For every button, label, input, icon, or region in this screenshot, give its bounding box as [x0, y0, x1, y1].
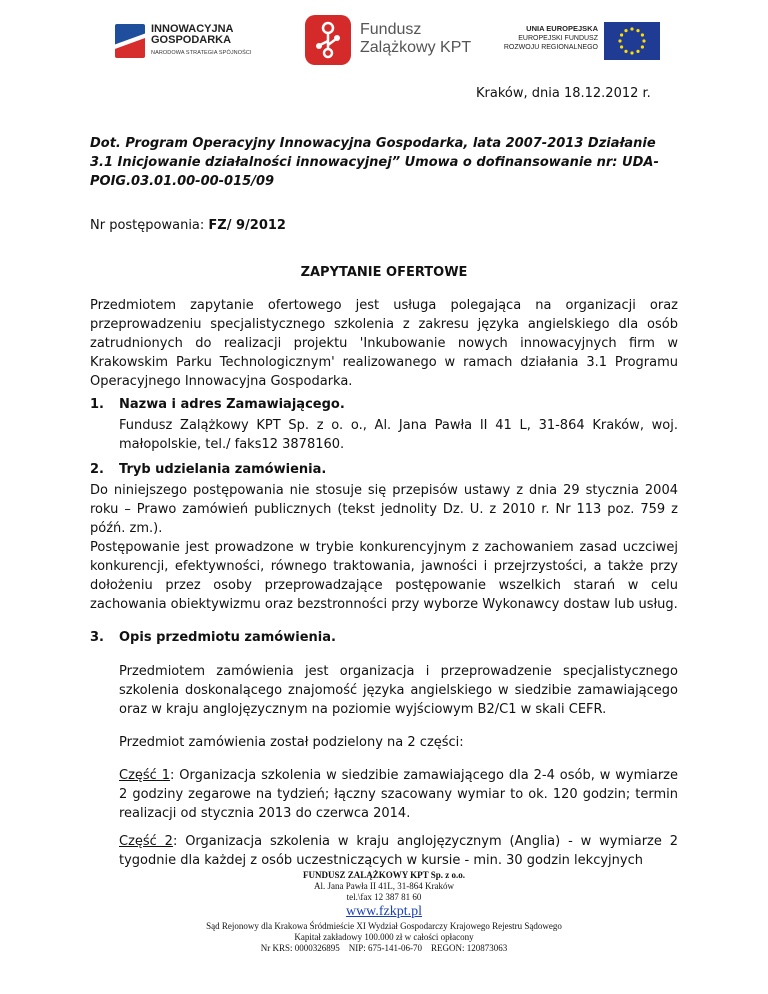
section-1-title: Nazwa i adres Zamawiającego. [119, 397, 345, 412]
procedure-number [90, 218, 286, 233]
procedure-number-value: FZ/ 9/2012 [208, 218, 286, 233]
logo-fundusz-line2: Zalążkowy KPT [360, 39, 472, 56]
section-1-number: 1. [90, 397, 104, 412]
logo-eu-line1: UNIA EUROPEJSKA [526, 24, 598, 33]
section-2-heading [90, 462, 326, 477]
section-2-body-2: Postępowanie jest prowadzone w trybie konkurencyjnym z zachowaniem zasad uczciwej konkurencji, efektywności, równego traktowania, jawności i przejrzystości, a także przy dołożeniu przez osoby przeprowadzające postępowanie wszelkich starań w celu zachowania obiektywizmu oraz bezstronności przy wyborze Wykonawcy dostaw lub usług. [90, 540, 678, 612]
section-3-part-2 [119, 832, 678, 870]
document-date: Kraków, dnia 18.12.2012 r. [476, 86, 651, 101]
section-3-body-2: Przedmiot zamówienia został podzielony na 2 części: [119, 735, 464, 750]
eu-flag-icon [604, 22, 660, 60]
footer-court: Sąd Rejonowy dla Krakowa Śródmieście XI Wydział Gospodarczy Krajowego Rejestru Sądowego [206, 921, 562, 931]
footer-phone: tel.\fax 12 387 81 60 [346, 892, 422, 902]
intro-paragraph: Przedmiotem zapytanie ofertowego jest usługa polegająca na organizacji oraz przeprowadzeniu specjalistycznego szkolenia z zakresu języka angielskiego dla osób zatrudnionych do realizacji projektu 'Inkubowanie nowych innowacyjnych firm w Krakowskim Parku Technologicznym' realizowanego w ramach działania 3.1 Programu Operacyjnego Innowacyjna Gospodarka. [90, 298, 678, 389]
section-3-title: Opis przedmiotu zamówienia. [119, 630, 336, 645]
page-footer [0, 870, 768, 954]
procedure-number-label: Nr postępowania: [90, 218, 205, 233]
section-2-number: 2. [90, 462, 104, 477]
footer-company: FUNDUSZ ZALĄŻKOWY KPT Sp. z o.o. [302, 870, 466, 880]
footer-ids: Nr KRS: 0000326895 NIP: 675-141-06-70 REGON: 120873063 [260, 943, 508, 953]
fundusz-mark-icon [305, 15, 351, 65]
logo-ig-line1: INNOWACYJNA [151, 23, 234, 35]
part-1-text: : Organizacja szkolenia w siedzibie zamawiającego dla 2-4 osób, w wymiarze 2 godziny zegarowe na tydzień; łączny szacowany wymiar to ok. 120 godzin; termin realizacji od stycznia 2013 do czerwca 2014. [119, 768, 678, 821]
section-1-body: Fundusz Zalążkowy KPT Sp. z o. o., Al. Jana Pawła II 41 L, 31-864 Kraków, woj. małopolskie, tel./ faks12 3878160. [119, 418, 678, 452]
section-3-body-1: Przedmiotem zamówienia jest organizacja i przeprowadzenie specjalistycznego szkolenia doskonalącego znajomość języka angielskiego w siedzibie zamawiającego oraz w kraju anglojęzycznym na poziomie wyjściowym B2/C1 w skali CEFR. [119, 664, 678, 717]
subject-reference: Dot. Program Operacyjny Innowacyjna Gospodarka, lata 2007-2013 Działanie 3.1 Inicjowanie działalności innowacyjnej” Umowa o dofinansowanie nr: UDA-POIG.03.01.00-00-015/09 [90, 136, 659, 189]
footer-website-link[interactable]: www.fzkpt.pl [345, 904, 423, 919]
flag-icon [115, 24, 145, 58]
eu-logo [500, 20, 660, 70]
fundusz-zalazkowy-logo [305, 15, 495, 75]
section-1-heading [90, 397, 345, 412]
logo-ig-subtitle: NARODOWA STRATEGIA SPÓJNOŚCI [151, 50, 252, 56]
logo-ig-line2: GOSPODARKA [151, 34, 232, 46]
section-2-title: Tryb udzielania zamówienia. [119, 462, 327, 477]
logo-fundusz-line1: Fundusz [360, 21, 422, 38]
section-3-part-1 [119, 766, 678, 823]
section-3-number: 3. [90, 630, 104, 645]
innowacyjna-gospodarka-logo [115, 20, 255, 64]
footer-capital: Kapitał zakładowy 100.000 zł w całości opłacony [294, 932, 474, 942]
part-1-label: Część 1 [119, 768, 170, 783]
part-2-label: Część 2 [119, 834, 173, 849]
document-title: ZAPYTANIE OFERTOWE [300, 265, 468, 280]
logo-eu-line2: EUROPEJSKI FUNDUSZ [518, 35, 598, 42]
footer-address: Al. Jana Pawła II 41L, 31-864 Kraków [314, 881, 454, 891]
section-2-body-1: Do niniejszego postępowania nie stosuje się przepisów ustawy z dnia 29 stycznia 2004 roku – Prawo zamówień publicznych (tekst jednolity Dz. U. z 2010 r. Nr 113 poz. 759 z późń. zm.). [90, 483, 678, 536]
section-3-heading [90, 630, 336, 645]
logo-eu-line3: ROZWOJU REGIONALNEGO [503, 44, 598, 51]
header-logos [0, 10, 768, 80]
part-2-text: : Organizacja szkolenia w kraju anglojęzycznym (Anglia) - w wymiarze 2 tygodnie dla każdej z osób uczestniczących w kursie - min. 30 godzin lekcyjnych [119, 834, 678, 868]
